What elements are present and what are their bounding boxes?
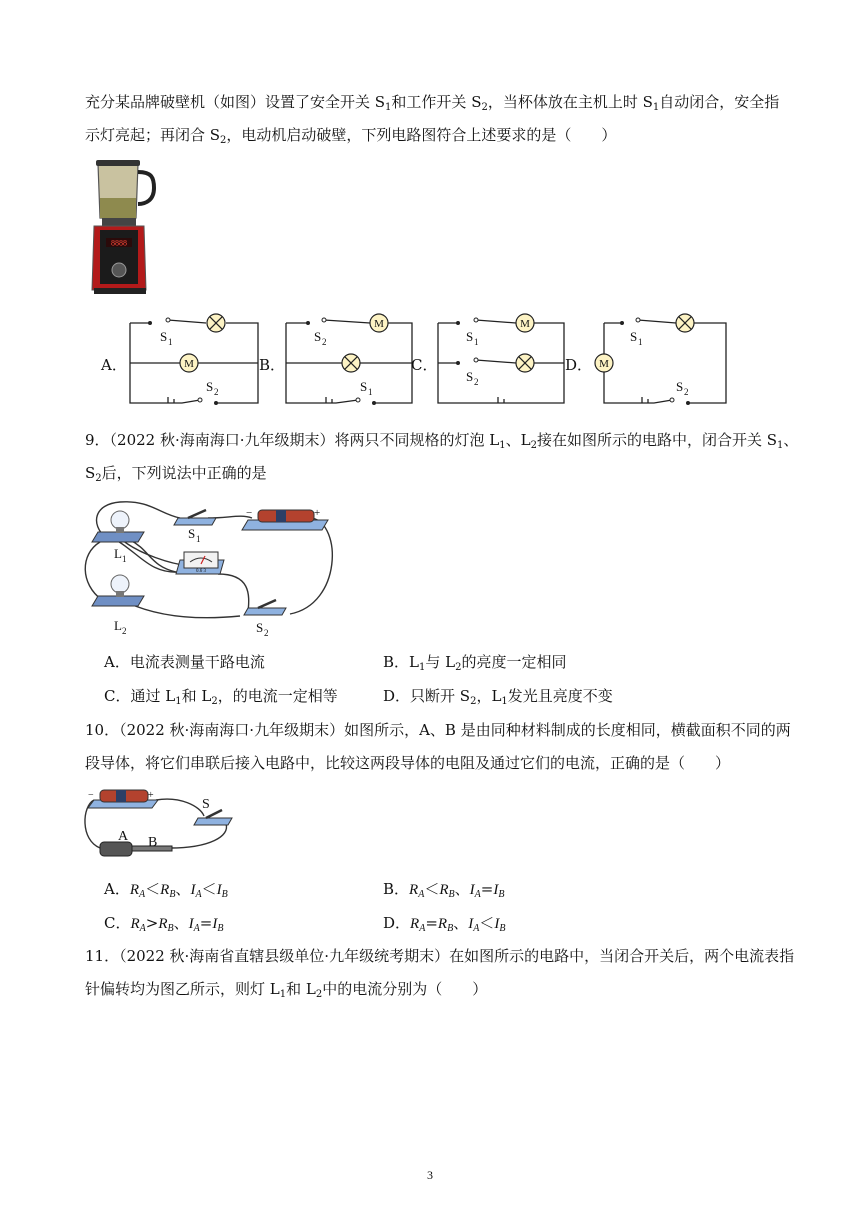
svg-text:M: M — [599, 358, 609, 370]
svg-text:2: 2 — [122, 626, 127, 636]
svg-text:S: S — [676, 379, 684, 394]
svg-text:M: M — [374, 318, 384, 330]
q9-stem-line2: $S_2$后，下列说法中正确的是 — [85, 464, 267, 484]
svg-text:2: 2 — [214, 387, 219, 397]
ammeter — [176, 552, 224, 574]
svg-text:+: + — [314, 507, 321, 519]
q8-option-a-label[interactable]: A． — [101, 356, 127, 374]
svg-text:1: 1 — [368, 387, 373, 397]
svg-text:S: S — [630, 329, 638, 344]
svg-text:2: 2 — [684, 387, 689, 397]
blender-image — [86, 158, 162, 298]
svg-text:1: 1 — [122, 554, 127, 564]
blender-display: 8888 — [111, 238, 127, 248]
svg-text:2: 2 — [264, 628, 269, 638]
svg-text:L: L — [114, 546, 122, 561]
q8-option-b-label[interactable]: B． — [259, 356, 286, 374]
svg-text:1: 1 — [168, 337, 173, 347]
q8-option-c-label[interactable]: C． — [411, 356, 438, 374]
svg-text:2: 2 — [474, 377, 479, 387]
svg-text:+: + — [148, 790, 154, 801]
svg-text:S: S — [202, 797, 210, 812]
q10-option-a[interactable]: A．$R_A<R_B$、$I_A<I_B$ — [104, 880, 228, 900]
switch-s — [194, 810, 232, 825]
svg-text:S: S — [314, 329, 322, 344]
q10-option-d[interactable]: D．$R_A=R_B$、$I_A<I_B$ — [383, 914, 506, 934]
svg-text:S: S — [206, 379, 214, 394]
svg-text:1: 1 — [196, 534, 201, 544]
conductors-ab — [100, 842, 172, 856]
q8-stem-line2: 示灯亮起；再闭合 $S_2$，电动机启动破壁，下列电路图符合上述要求的是（ ） — [85, 126, 617, 146]
q9-option-a[interactable]: A．电流表测量干路电流 — [104, 653, 265, 671]
switch-s1 — [174, 510, 216, 525]
svg-text:S: S — [466, 329, 474, 344]
svg-text:L: L — [114, 618, 122, 633]
q9-option-b[interactable]: B．$L_1$与 $L_2$的亮度一定相同 — [383, 653, 567, 673]
svg-text:−: − — [88, 790, 94, 801]
q9-option-d[interactable]: D．只断开 $S_2$，$L_1$发光且亮度不变 — [383, 687, 613, 707]
q9-stem-line1: 9．（2022 秋·海南海口·九年级期末）将两只不同规格的灯泡 $L_1$、$L_2$接在如图所示的电路中，闭合开关 $S_1$、 — [85, 431, 799, 451]
svg-text:S: S — [256, 620, 264, 635]
page-number: 3 — [427, 1168, 433, 1182]
q10-stem-line2: 段导体，将它们串联后接入电路中，比较这两段导体的电阻及通过它们的电流，正确的是（ ） — [85, 754, 731, 772]
q11-stem-line2: 针偏转均为图乙所示，则灯 $L_1$和 $L_2$中的电流分别为（ ） — [85, 980, 488, 1000]
svg-text:S: S — [360, 379, 368, 394]
svg-text:2: 2 — [322, 337, 327, 347]
lamp-l1 — [92, 511, 144, 542]
q8-stem-line1: 充分某品牌破壁机（如图）设置了安全开关 $S_1$和工作开关 $S_2$，当杯体放在主机上时 $S_1$自动闭合，安全指 — [85, 93, 780, 113]
q9-option-c[interactable]: C．通过 $L_1$和 $L_2$，的电流一定相等 — [104, 687, 338, 707]
q8-option-d-label[interactable]: D． — [565, 356, 593, 374]
svg-text:S: S — [466, 369, 474, 384]
svg-text:1: 1 — [474, 337, 479, 347]
svg-text:1: 1 — [638, 337, 643, 347]
svg-text:B: B — [148, 835, 158, 850]
svg-text:S: S — [160, 329, 168, 344]
svg-text:A: A — [118, 829, 129, 844]
svg-text:M: M — [520, 318, 530, 330]
lamp-l2 — [92, 575, 144, 606]
svg-text:M: M — [184, 358, 194, 370]
svg-text:S: S — [188, 526, 196, 541]
q10-stem-line1: 10．（2022 秋·海南海口·九年级期末）如图所示，A、B 是由同种材料制成的长度相同，横截面积不同的两 — [85, 721, 791, 739]
svg-text:−: − — [246, 507, 253, 519]
switch-s2 — [244, 600, 286, 615]
q9-circuit-figure — [80, 494, 344, 644]
q10-option-c[interactable]: C．$R_A>R_B$、$I_A=I_B$ — [104, 914, 224, 934]
svg-text:0.6 3: 0.6 3 — [196, 569, 206, 574]
q10-option-b[interactable]: B．$R_A<R_B$、$I_A=I_B$ — [383, 880, 505, 900]
q10-circuit-figure — [80, 786, 240, 866]
q11-stem-line1: 11．（2022 秋·海南省直辖县级单位·九年级统考期末）在如图所示的电路中，当闭合开关后，两个电流表指 — [85, 947, 795, 965]
